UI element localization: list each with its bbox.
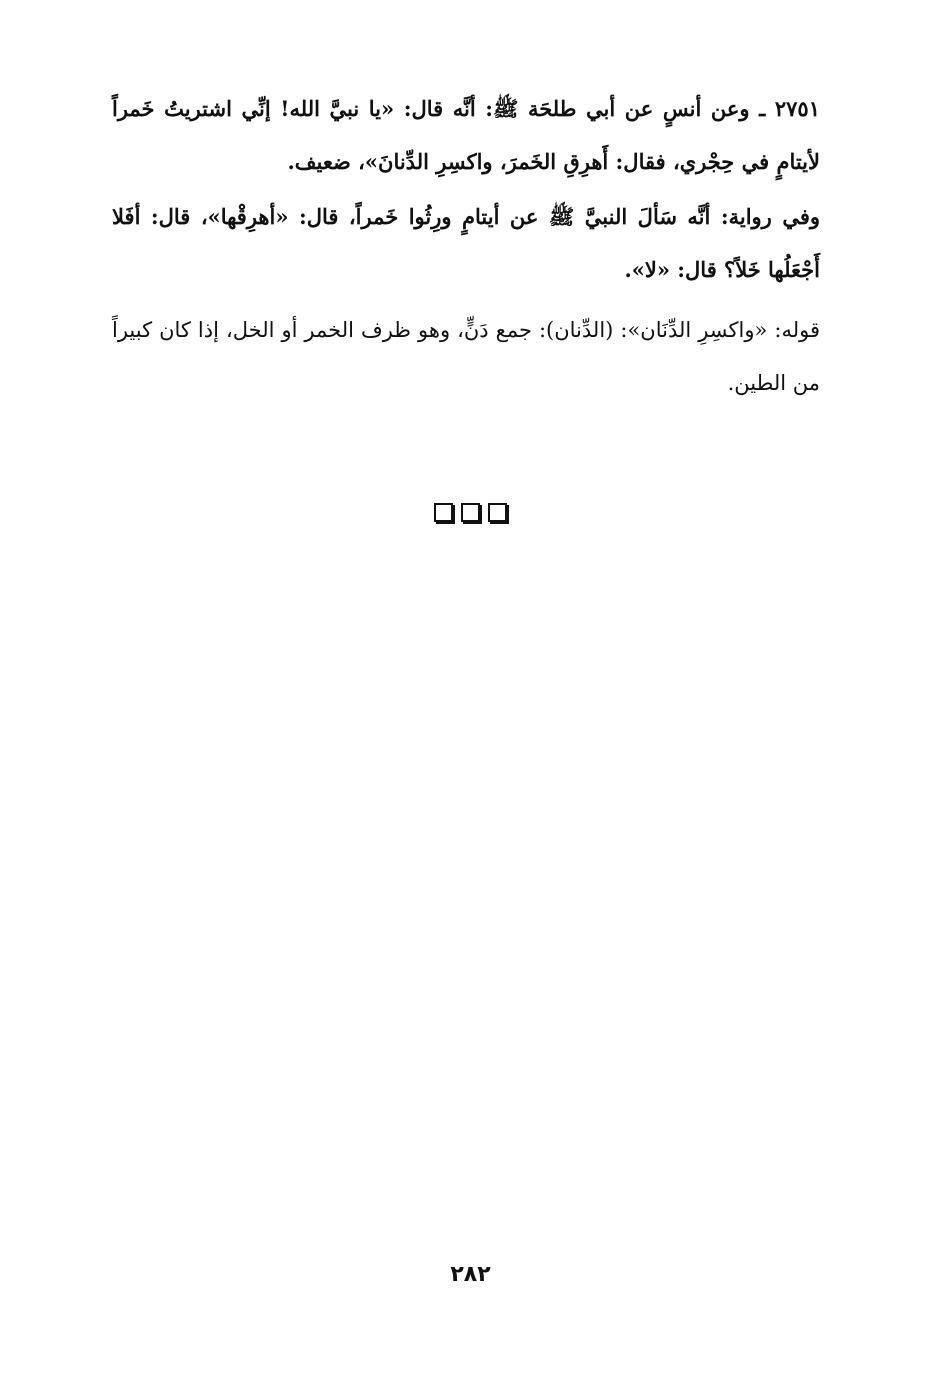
narration-text: وفي رواية: أنَّه سَألَ النبيَّ ﷺ عن أيتامٍ ورِثُوا خَمراً، قال: «أهرِقْها»، قال: أفَلا أَجْعَلُها خَلاً؟ قال: «لا». — [112, 204, 820, 282]
narration-paragraph — [112, 190, 820, 296]
section-divider — [0, 503, 941, 522]
divider-square-icon — [461, 503, 480, 522]
commentary-text: قوله: «واكسِرِ الدِّنَان»: (الدِّنان): جمع دَنٍّ، وهو ظرف الخمر أو الخل، إذا كان كبيراً من الطين. — [112, 318, 820, 395]
hadith-paragraph — [112, 82, 820, 188]
page-number: ٢٨٢ — [450, 1262, 491, 1287]
hadith-text: ٢٧٥١ ـ وعن أنسٍ عن أبي طلحَة ﷺ: أنَّه قال: «يا نبيَّ الله! إنِّي اشتريتُ خَمراً لأيتامٍ في حِجْري، فقال: أَهرِقِ الخَمرَ، واكسِرِ الدِّنانَ»، ضعيف. — [112, 96, 820, 174]
commentary-paragraph — [112, 304, 820, 410]
divider-square-icon — [488, 503, 507, 522]
divider-square-icon — [434, 503, 453, 522]
